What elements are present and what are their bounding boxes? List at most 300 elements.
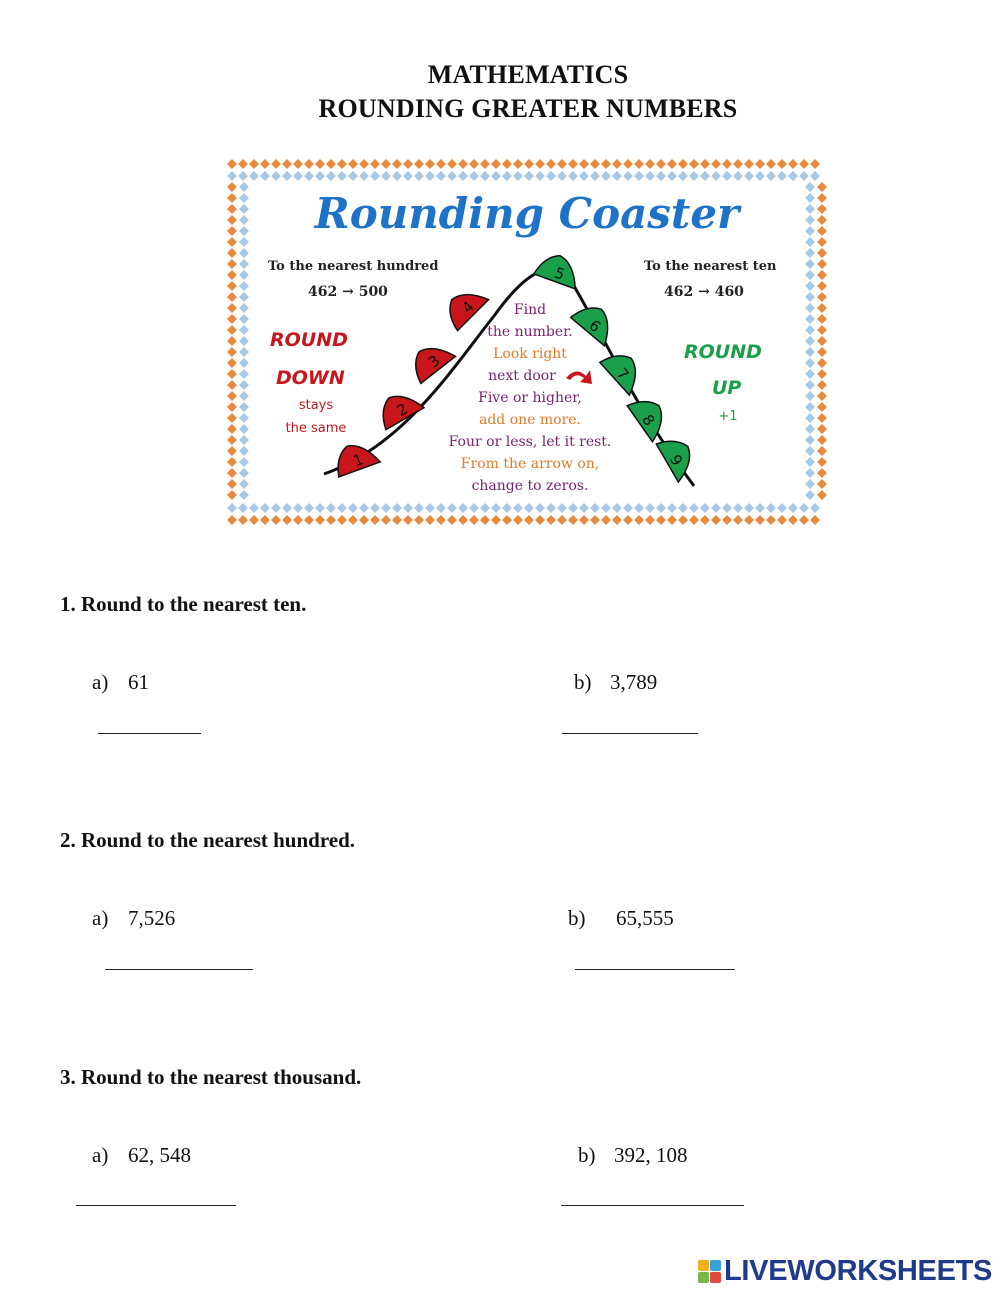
border-dot [667,159,677,169]
coaster-car-8 [627,391,674,442]
border-dot [359,503,369,513]
border-dot [689,515,699,525]
border-dot [777,171,787,181]
border-dot [315,159,325,169]
border-dot [535,515,545,525]
border-dot [480,171,490,181]
border-dot [392,159,402,169]
border-dot [239,424,249,434]
border-dot [359,171,369,181]
answer-blank-1b[interactable] [562,733,698,734]
border-dot [546,159,556,169]
border-dot [403,515,413,525]
border-dot [381,159,391,169]
border-dot [667,503,677,513]
border-dot [755,515,765,525]
border-dot [359,515,369,525]
question-2b [568,906,674,931]
border-dot [227,435,237,445]
border-dot [656,503,666,513]
border-dot [238,515,248,525]
border-dot [733,159,743,169]
border-dot [260,159,270,169]
rhyme-line: Four or less, let it rest. [448,434,612,450]
border-dot [711,503,721,513]
border-dot [805,237,815,247]
border-dot [777,515,787,525]
border-dot [469,503,479,513]
border-dot [227,303,237,313]
border-dot [348,171,358,181]
coaster-car-number: 4 [458,297,478,318]
coaster-car-number: 6 [585,316,605,337]
border-dot [239,259,249,269]
border-dot [535,159,545,169]
border-dot [799,159,809,169]
question-1a-value: 61 [128,670,149,694]
border-dot [260,515,270,525]
rhyme-line: next door [488,368,556,384]
border-dot [238,159,248,169]
border-dot [227,259,237,269]
border-dot [293,159,303,169]
border-dot [282,171,292,181]
border-dot [623,159,633,169]
border-dot [799,515,809,525]
border-dot [645,515,655,525]
border-dot [711,171,721,181]
border-dot [381,171,391,181]
border-dot [634,171,644,181]
border-dot [805,391,815,401]
border-dot [568,159,578,169]
round-down-label-1: ROUND [270,329,348,351]
border-dot [777,503,787,513]
border-dot [271,171,281,181]
border-dot [817,435,827,445]
border-dot [436,159,446,169]
question-1b-label: b) [574,670,592,694]
border-dot [579,515,589,525]
border-dot [513,503,523,513]
border-dot [239,490,249,500]
border-dot [227,325,237,335]
border-dot [304,515,314,525]
border-dot [612,171,622,181]
border-dot [817,424,827,434]
border-dot [744,503,754,513]
border-dot [579,159,589,169]
border-dot [733,171,743,181]
answer-blank-1a[interactable] [98,733,201,734]
border-dot [817,369,827,379]
border-dot [436,503,446,513]
border-dot [458,171,468,181]
question-2a-label: a) [92,906,109,930]
border-dot [370,159,380,169]
border-dot [805,204,815,214]
border-dot [392,503,402,513]
border-dot [805,347,815,357]
border-dot [590,503,600,513]
border-dot [817,259,827,269]
border-dot [239,347,249,357]
border-dot [370,503,380,513]
border-dot [502,503,512,513]
border-dot [370,515,380,525]
coaster-car-number: 7 [612,364,633,384]
border-dot [304,503,314,513]
border-dot [805,369,815,379]
border-dot [337,503,347,513]
border-dot [623,171,633,181]
border-dot [810,503,820,513]
border-dot [645,503,655,513]
border-dot [579,171,589,181]
border-dot [249,159,259,169]
border-dot [788,515,798,525]
border-dot [817,270,827,280]
border-dot [612,159,622,169]
border-dot [634,159,644,169]
border-dot [805,226,815,236]
stays-label-1: stays [298,398,334,413]
border-dot [557,515,567,525]
question-1-heading: 1. Round to the nearest ten. [60,592,307,616]
right-rule-title: To the nearest ten [644,259,777,274]
border-dot [766,159,776,169]
border-dot [227,424,237,434]
border-dot [805,446,815,456]
border-dot [546,515,556,525]
question-1b-value: 3,789 [610,670,658,694]
border-dot [817,336,827,346]
border-dot [239,479,249,489]
border-dot [249,171,259,181]
border-dot [744,515,754,525]
question-1b [574,670,657,695]
poster-artwork [224,156,830,528]
border-dot [337,171,347,181]
border-dot [227,204,237,214]
coaster-car-4 [439,281,488,330]
question-2a [92,906,175,931]
border-dot [227,457,237,467]
border-dot [469,171,479,181]
border-dot [810,159,820,169]
border-dot [271,515,281,525]
question-2a-value: 7,526 [128,906,176,930]
border-dot [817,314,827,324]
border-dot [425,159,435,169]
border-dot [239,391,249,401]
border-dot [227,515,237,525]
border-dot [722,503,732,513]
border-dot [700,515,710,525]
border-dot [557,159,567,169]
border-dot [513,171,523,181]
border-dot [568,503,578,513]
border-dot [817,204,827,214]
border-dot [227,159,237,169]
question-3b-label: b) [578,1143,596,1167]
border-dot [381,515,391,525]
border-dot [239,193,249,203]
border-dot [755,503,765,513]
border-dot [788,171,798,181]
border-dot [645,159,655,169]
border-dot [805,270,815,280]
left-rule-example: 462 → 500 [308,284,388,300]
question-2b-label: b) [568,906,586,930]
border-dot [805,292,815,302]
border-dot [502,515,512,525]
right-rule-example: 462 → 460 [664,284,744,300]
border-dot [326,159,336,169]
border-dot [817,413,827,423]
border-dot [744,159,754,169]
border-dot [239,435,249,445]
border-dot [436,171,446,181]
border-dot [491,503,501,513]
question-3b-value: 392, 108 [614,1143,688,1167]
border-dot [817,380,827,390]
border-dot [590,171,600,181]
border-dot [810,171,820,181]
border-dot [447,171,457,181]
logo-square-3 [698,1272,709,1283]
border-dot [491,171,501,181]
border-dot [805,468,815,478]
border-dot [656,171,666,181]
border-dot [535,503,545,513]
border-dot [239,457,249,467]
border-dot [535,171,545,181]
border-dot [227,503,237,513]
border-dot [817,402,827,412]
answer-blank-3a[interactable] [76,1205,236,1206]
border-dot [799,503,809,513]
border-dot [805,325,815,335]
answer-blank-2a[interactable] [105,969,253,970]
poster-title: Rounding Coaster [314,189,740,238]
border-dot [805,380,815,390]
border-dot [817,182,827,192]
border-dot [722,515,732,525]
border-dot [480,159,490,169]
border-dot [502,159,512,169]
coaster-car-number: 5 [551,263,568,284]
border-dot [766,503,776,513]
border-dot [293,515,303,525]
page-title-topic: ROUNDING GREATER NUMBERS [318,94,738,123]
border-dot [249,515,259,525]
border-dot [239,303,249,313]
coaster-car-7 [600,345,649,395]
border-dot [722,171,732,181]
answer-blank-3b[interactable] [561,1205,744,1206]
border-dot [227,479,237,489]
border-dot [239,325,249,335]
rounding-coaster-poster [224,156,830,528]
border-dot [414,159,424,169]
border-dot [805,259,815,269]
curved-arrow-icon [566,370,592,384]
border-dot [612,503,622,513]
border-dot [546,171,556,181]
border-dot [227,380,237,390]
border-dot [678,171,688,181]
border-dot [315,515,325,525]
border-dot [239,292,249,302]
answer-blank-2b[interactable] [575,969,735,970]
border-dot [805,402,815,412]
border-dot [805,413,815,423]
border-dot [239,182,249,192]
border-dot [403,159,413,169]
border-dot [817,215,827,225]
border-dot [227,193,237,203]
border-dot [817,490,827,500]
border-dot [805,281,815,291]
question-3b [578,1143,688,1168]
border-dot [392,515,402,525]
question-3-heading: 3. Round to the nearest thousand. [60,1065,362,1089]
border-dot [239,402,249,412]
border-dot [805,457,815,467]
border-dot [788,159,798,169]
border-dot [480,503,490,513]
border-dot [469,515,479,525]
border-dot [239,204,249,214]
border-dot [623,515,633,525]
border-dot [805,182,815,192]
logo-square-4 [710,1272,721,1283]
border-dot [293,171,303,181]
border-dot [557,503,567,513]
border-dot [239,226,249,236]
border-dot [817,468,827,478]
border-dot [805,248,815,258]
border-dot [227,402,237,412]
border-dot [601,171,611,181]
border-dot [817,248,827,258]
rhyme-line: the number. [487,324,573,340]
border-dot [227,281,237,291]
border-dot [546,503,556,513]
question-2-heading: 2. Round to the nearest hundred. [60,828,356,852]
border-dot [315,171,325,181]
border-dot [568,515,578,525]
border-dot [711,515,721,525]
border-dot [249,503,259,513]
border-dot [239,380,249,390]
border-dot [326,503,336,513]
border-dot [524,515,534,525]
border-dot [568,171,578,181]
liveworksheets-logo[interactable] [698,1254,992,1288]
border-dot [601,159,611,169]
round-up-label-2: UP [712,377,742,399]
border-dot [425,503,435,513]
border-dot [810,515,820,525]
border-dot [777,159,787,169]
border-dot [805,424,815,434]
border-dot [805,336,815,346]
border-dot [678,503,688,513]
border-dot [227,413,237,423]
border-dot [601,515,611,525]
coaster-car-6 [571,298,621,346]
coaster-car-number: 8 [638,411,659,430]
border-dot [817,237,827,247]
border-dot [805,358,815,368]
border-dot [359,159,369,169]
border-dot [337,159,347,169]
border-dot [447,515,457,525]
border-dot [656,159,666,169]
border-dot [645,171,655,181]
logo-square-2 [710,1260,721,1271]
border-dot [744,171,754,181]
border-dot [238,171,248,181]
border-dot [348,503,358,513]
border-dot [381,503,391,513]
border-dot [282,159,292,169]
border-dot [590,515,600,525]
coaster-car-number: 9 [665,451,687,469]
border-dot [634,503,644,513]
border-dot [817,292,827,302]
question-3a-label: a) [92,1143,109,1167]
rhyme-line: Five or higher, [478,390,582,406]
border-dot [239,468,249,478]
border-dot [239,215,249,225]
border-dot [678,159,688,169]
border-dot [227,391,237,401]
plus-one-label: +1 [718,409,738,424]
border-dot [491,515,501,525]
question-2b-value: 65,555 [616,906,674,930]
border-dot [447,159,457,169]
coaster-car-number: 3 [424,351,444,372]
border-dot [239,358,249,368]
border-dot [469,159,479,169]
border-dot [667,171,677,181]
border-dot [805,215,815,225]
border-dot [689,159,699,169]
round-down-label-2: DOWN [276,367,345,389]
border-dot [612,515,622,525]
border-dot [326,171,336,181]
border-dot [239,270,249,280]
border-dot [227,490,237,500]
border-dot [227,358,237,368]
border-dot [711,159,721,169]
coaster-car-9 [656,431,701,482]
logo-icon [698,1260,721,1283]
border-dot [557,171,567,181]
question-1a-label: a) [92,670,109,694]
border-dot [524,171,534,181]
border-dot [282,503,292,513]
border-dot [239,314,249,324]
border-dot [502,171,512,181]
border-dot [817,226,827,236]
rhyme-line: From the arrow on, [460,456,600,472]
border-dot [579,503,589,513]
border-dot [524,503,534,513]
